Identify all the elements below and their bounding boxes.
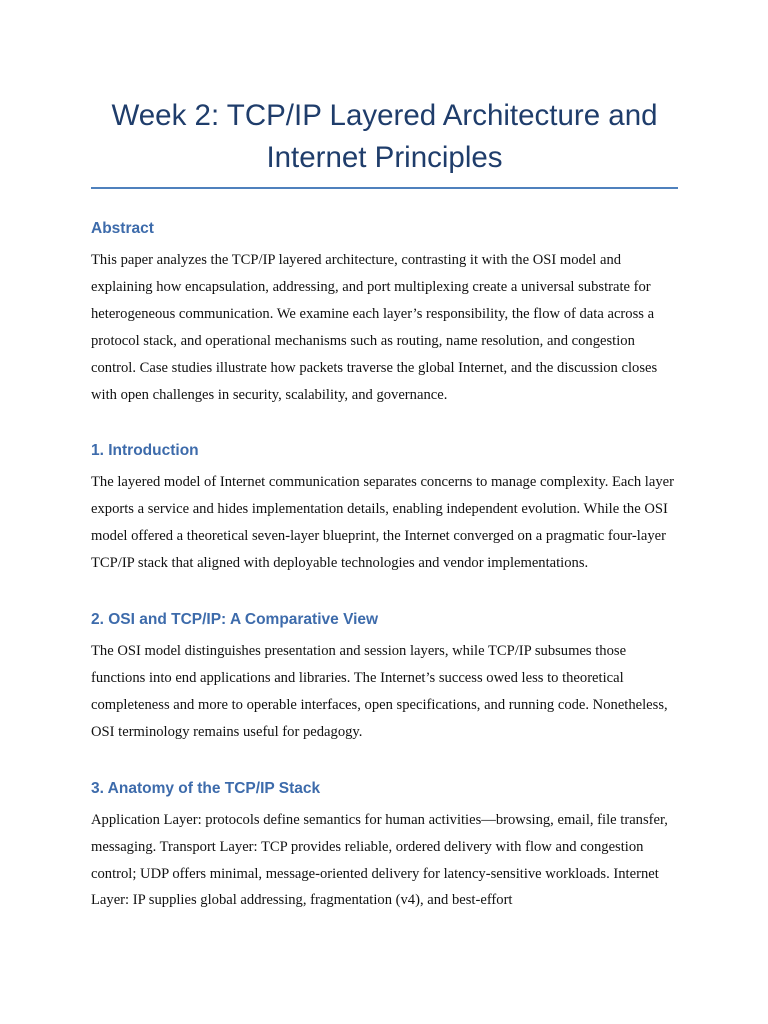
document-page — [91, 95, 678, 947]
title-divider — [91, 187, 678, 189]
section-paragraph: The OSI model distinguishes presentation and session layers, while TCP/IP subsumes those functions into end applications and libraries. The Internet’s success owed less to theoretical completeness and more to operable interfaces, open specifications, and running code. Nonetheless, OSI terminology remains useful for pedagogy. — [91, 643, 668, 740]
section-paragraph: The layered model of Internet communication separates concerns to manage complexity. Each layer exports a service and hides implementation details, enabling independent evolution. While the OSI model offered a theoretical seven-layer blueprint, the Internet converged on a pragmatic four-layer TCP/IP stack that aligned with deployable technologies and vendor implementations. — [91, 474, 674, 572]
section-paragraph: This paper analyzes the TCP/IP layered architecture, contrasting it with the OSI model and explaining how encapsulation, addressing, and port multiplexing create a universal substrate for heterogeneous communication. We examine each layer’s responsibility, the flow of data across a protocol stack, and operational mechanisms such as routing, name resolution, and congestion control. Case studies illustrate how packets traverse the global Internet, and the discussion closes with open challenges in security, scalability, and governance. — [91, 252, 658, 403]
section-paragraph: Application Layer: protocols define semantics for human activities—browsing, email, file transfer, messaging. Transport Layer: TCP provides reliable, ordered delivery with flow and congestion control; UDP offers minimal, message-oriented delivery for latency-sensitive workloads. Internet Layer: IP supplies global addressing, fragmentation (v4), and best-effort — [91, 811, 668, 909]
section-heading: 2. OSI and TCP/IP: A Comparative View — [91, 611, 379, 629]
section-osi-tcpip — [91, 610, 678, 746]
section-anatomy — [91, 779, 678, 915]
document-title: Week 2: TCP/IP Layered Architecture and Internet Principles — [111, 99, 658, 174]
section-introduction — [91, 441, 678, 577]
section-abstract — [91, 219, 678, 408]
section-heading: 3. Anatomy of the TCP/IP Stack — [91, 779, 321, 797]
section-heading: 1. Introduction — [91, 442, 199, 460]
section-heading: Abstract — [91, 220, 154, 237]
